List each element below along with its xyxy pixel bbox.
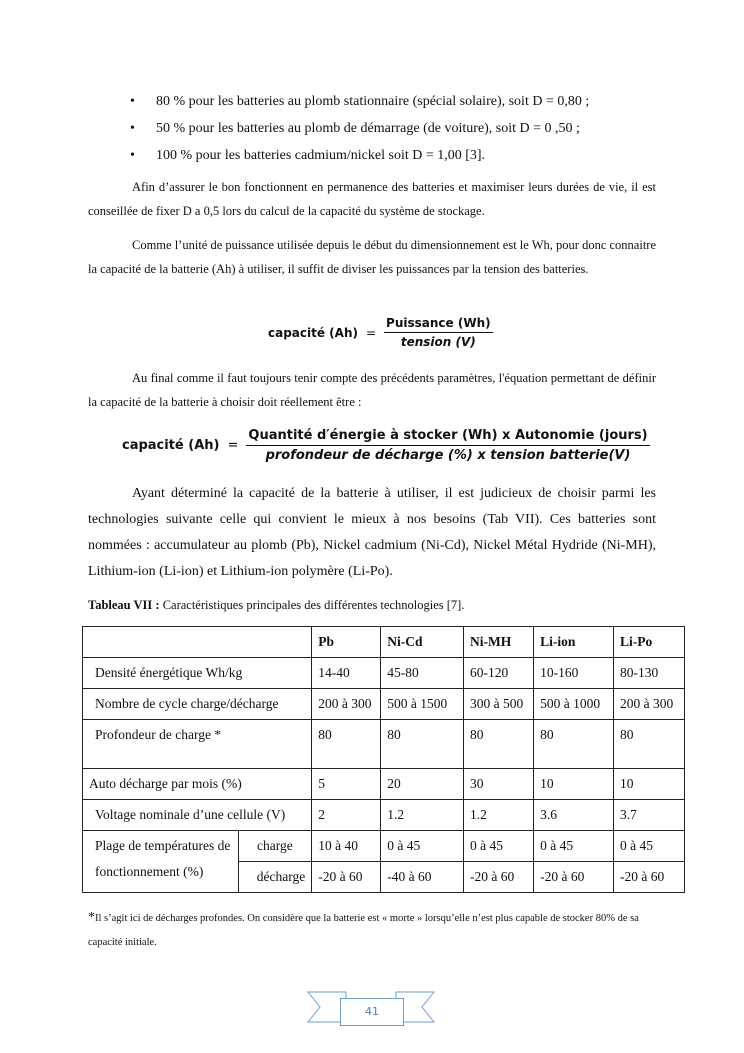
table-header-cell: Ni-Cd bbox=[381, 627, 464, 658]
table-cell: 14-40 bbox=[312, 658, 381, 689]
table-header-cell: Ni-MH bbox=[464, 627, 534, 658]
paragraph-2: Comme l’unité de puissance utilisée depuis le début du dimensionnement est le Wh, pour donc connaitre la capacité de la batterie (Ah) à utiliser, il suffit de diviser les puissances par la tension des batteries. bbox=[88, 238, 656, 276]
table-cell: 10 bbox=[534, 769, 614, 800]
table-cell: 5 bbox=[312, 769, 381, 800]
bullet-dot-icon: • bbox=[130, 94, 135, 109]
table-cell: 500 à 1500 bbox=[381, 689, 464, 720]
formula-numerator: Quantité d′énergie à stocker (Wh) x Autonomie (jours) bbox=[246, 428, 649, 446]
table-header-cell: Li-Po bbox=[613, 627, 684, 658]
table-cell: 0 à 45 bbox=[613, 831, 684, 862]
formula-capacity-full bbox=[122, 428, 650, 463]
table-cell: 200 à 300 bbox=[613, 689, 684, 720]
row-label: Densité énergétique Wh/kg bbox=[83, 658, 312, 689]
footnote: *Il s’agit ici de décharges profondes. On considère que la batterie est « morte » lorsqu’elle n’est plus capable de stocker 80% de sa capacité initiale. bbox=[88, 910, 639, 948]
formula-equals: = bbox=[227, 438, 239, 453]
table-header-cell: Pb bbox=[312, 627, 381, 658]
table-cell: 20 bbox=[381, 769, 464, 800]
formula-lhs: capacité (Ah) bbox=[268, 325, 358, 340]
table-cell: 10-160 bbox=[534, 658, 614, 689]
table-cell: 3.6 bbox=[534, 800, 614, 831]
table-header-cell: Li-ion bbox=[534, 627, 614, 658]
table-cell: 1.2 bbox=[381, 800, 464, 831]
table-cell: 10 à 40 bbox=[312, 831, 381, 862]
bullet-dot-icon: • bbox=[130, 148, 135, 163]
table-cell: 80 bbox=[613, 720, 684, 769]
table-cell: 3.7 bbox=[613, 800, 684, 831]
formula-fraction bbox=[246, 428, 649, 463]
bullet-list bbox=[130, 88, 670, 169]
paragraph-4: Ayant déterminé la capacité de la batterie à utiliser, il est judicieux de choisir parmi les technologies suivante celle qui convient le mieux à nos besoins (Tab VII). Ces batteries sont nommées : accumulateur au plomb (Pb), Nickel cadmium (Ni-Cd), Nickel Métal Hydride (Ni-MH), Lithium-ion (Li-ion) et Lithium-ion polymère (Li-Po). bbox=[88, 486, 656, 579]
footnote-star: * bbox=[88, 910, 95, 925]
bullet-item: • 80 % pour les batteries au plomb stationnaire (spécial solaire), soit D = 0,80 ; bbox=[130, 88, 670, 115]
table-cell: 0 à 45 bbox=[534, 831, 614, 862]
row-label-temperature: Plage de températures de fonctionnement (%) bbox=[83, 831, 239, 893]
technology-table bbox=[82, 626, 685, 893]
bullet-item: • 50 % pour les batteries au plomb de démarrage (de voiture), soit D = 0 ,50 ; bbox=[130, 115, 670, 142]
table-row bbox=[83, 769, 685, 800]
table-cell: 80 bbox=[312, 720, 381, 769]
table-cell: -20 à 60 bbox=[534, 862, 614, 893]
paragraph-3: Au final comme il faut toujours tenir compte des précédents paramètres, l'équation permettant de définir la capacité de la batterie à choisir doit réellement être : bbox=[88, 371, 656, 409]
formula-equals: = bbox=[365, 325, 377, 340]
table-cell: 80 bbox=[534, 720, 614, 769]
formula-fraction bbox=[384, 316, 493, 349]
page-number: 41 bbox=[340, 998, 404, 1026]
table-row bbox=[83, 658, 685, 689]
paragraph-1: Afin d’assurer le bon fonctionnent en permanence des batteries et maximiser leurs durées de vie, il est conseillée de fixer D a 0,5 lors du calcul de la capacité du système de stockage. bbox=[88, 180, 656, 218]
table-cell: 0 à 45 bbox=[381, 831, 464, 862]
table-header-row bbox=[83, 627, 685, 658]
row-label: Nombre de cycle charge/décharge bbox=[83, 689, 312, 720]
table-cell: 0 à 45 bbox=[464, 831, 534, 862]
table-caption: Tableau VII : Caractéristiques principales des différentes technologies [7]. bbox=[88, 598, 465, 612]
bullet-dot-icon: • bbox=[130, 121, 135, 136]
table-cell: 300 à 500 bbox=[464, 689, 534, 720]
table-cell: 80-130 bbox=[613, 658, 684, 689]
row-label: Voltage nominale d’une cellule (V) bbox=[83, 800, 312, 831]
table-cell: 45-80 bbox=[381, 658, 464, 689]
page-number-banner bbox=[306, 990, 436, 1028]
formula-denominator: profondeur de décharge (%) x tension batterie(V) bbox=[265, 448, 631, 463]
bullet-item: • 100 % pour les batteries cadmium/nickel soit D = 1,00 [3]. bbox=[130, 142, 670, 169]
table-cell: 80 bbox=[464, 720, 534, 769]
table-cell: -20 à 60 bbox=[464, 862, 534, 893]
row-label: Auto décharge par mois (%) bbox=[83, 769, 312, 800]
table-row bbox=[83, 720, 685, 769]
table-cell: 500 à 1000 bbox=[534, 689, 614, 720]
formula-capacity-simple bbox=[268, 316, 493, 349]
formula-numerator: Puissance (Wh) bbox=[384, 316, 493, 333]
table-cell: -20 à 60 bbox=[312, 862, 381, 893]
formula-lhs: capacité (Ah) bbox=[122, 438, 220, 453]
table-cell: 10 bbox=[613, 769, 684, 800]
table-header-empty bbox=[83, 627, 312, 658]
table-cell: 30 bbox=[464, 769, 534, 800]
table-row bbox=[83, 689, 685, 720]
table-cell: 80 bbox=[381, 720, 464, 769]
table-row bbox=[83, 800, 685, 831]
table-cell: 2 bbox=[312, 800, 381, 831]
row-sublabel: décharge bbox=[238, 862, 312, 893]
table-cell: 1.2 bbox=[464, 800, 534, 831]
formula-denominator: tension (V) bbox=[400, 335, 476, 349]
table-cell: 60-120 bbox=[464, 658, 534, 689]
table-row bbox=[83, 831, 685, 862]
row-sublabel: charge bbox=[238, 831, 312, 862]
row-label: Profondeur de charge * bbox=[83, 720, 312, 769]
table-cell: -40 à 60 bbox=[381, 862, 464, 893]
table-cell: -20 à 60 bbox=[613, 862, 684, 893]
table-cell: 200 à 300 bbox=[312, 689, 381, 720]
